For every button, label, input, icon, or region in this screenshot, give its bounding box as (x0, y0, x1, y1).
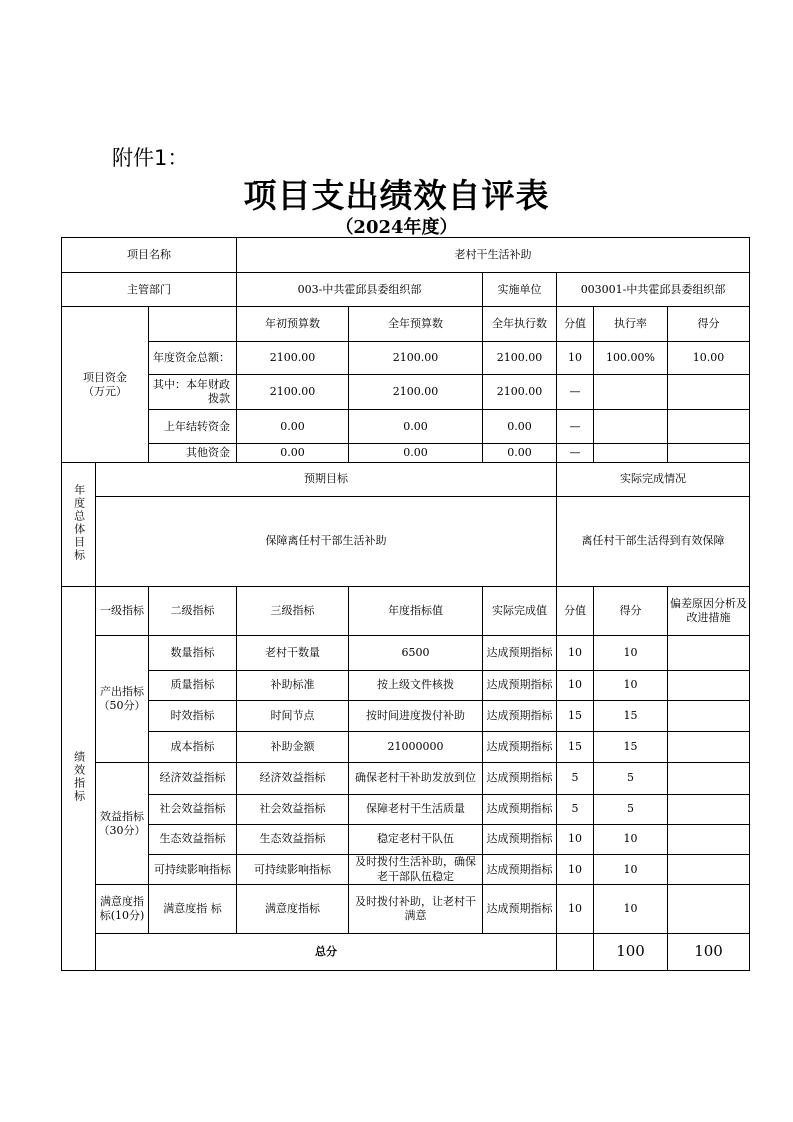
perf-score: 10 (594, 885, 668, 933)
dept-value: 003-中共霍邱县委组织部 (237, 273, 483, 307)
funds-row-score-value: — (557, 444, 594, 463)
goals-label-cell (62, 463, 96, 587)
funds-label-line1: 项目资金 (83, 370, 127, 384)
perf-annual: 21000000 (349, 732, 483, 763)
perf-score-value: 15 (557, 732, 594, 763)
perf-header-l3: 三级指标 (237, 587, 349, 635)
perf-deviation (668, 635, 750, 670)
perf-score: 15 (594, 701, 668, 732)
perf-deviation (668, 670, 750, 700)
perf-l3: 可持续影响指标 (237, 855, 349, 885)
funds-row-exec-rate (594, 444, 668, 463)
perf-l3: 生态效益指标 (237, 824, 349, 854)
perf-l3: 满意度指标 (237, 885, 349, 933)
funds-row-score-value: — (557, 410, 594, 444)
perf-header-deviation: 偏差原因分析及改进措施 (668, 587, 750, 635)
perf-header-annual: 年度指标值 (349, 587, 483, 635)
goals-actual-value: 离任村干部生活得到有效保障 (557, 496, 750, 587)
perf-l2: 满意度指 标 (149, 885, 237, 933)
funds-row-exec-rate (594, 374, 668, 409)
funds-row-exec-year: 0.00 (483, 444, 557, 463)
funds-row-exec-year: 2100.00 (483, 374, 557, 409)
goals-label: 年度总体目标 (72, 483, 86, 562)
attachment-label: 附件1： (112, 146, 189, 170)
funds-row-budget-start: 0.00 (237, 444, 349, 463)
perf-header-score-value: 分值 (557, 587, 594, 635)
funds-row-score: 10.00 (668, 341, 750, 374)
perf-score-value: 10 (557, 635, 594, 670)
perf-l2: 数量指标 (149, 635, 237, 670)
perf-score: 5 (594, 794, 668, 824)
perf-actual: 达成预期指标 (483, 635, 557, 670)
perf-deviation (668, 885, 750, 933)
goals-actual-header: 实际完成情况 (557, 463, 750, 496)
perf-annual: 按上级文件核拨 (349, 670, 483, 700)
perf-actual: 达成预期指标 (483, 732, 557, 763)
perf-actual: 达成预期指标 (483, 794, 557, 824)
impl-label: 实施单位 (483, 273, 557, 307)
goals-expected-value: 保障离任村干部生活补助 (96, 496, 557, 587)
funds-header-budget-year: 全年预算数 (349, 307, 483, 341)
funds-row-score-value: — (557, 374, 594, 409)
funds-row-exec-year: 0.00 (483, 410, 557, 444)
funds-row-budget-year: 2100.00 (349, 374, 483, 409)
total-blank (557, 933, 594, 970)
perf-label: 绩效指标 (72, 750, 86, 803)
funds-row-label: 其他资金 (149, 444, 237, 463)
impl-value: 003001-中共霍邱县委组织部 (557, 273, 750, 307)
funds-row-budget-start: 0.00 (237, 410, 349, 444)
perf-l2: 生态效益指标 (149, 824, 237, 854)
funds-row-exec-rate (594, 410, 668, 444)
perf-deviation (668, 824, 750, 854)
perf-deviation (668, 701, 750, 732)
funds-row-budget-start: 2100.00 (237, 341, 349, 374)
funds-row-budget-year: 2100.00 (349, 341, 483, 374)
perf-annual: 6500 (349, 635, 483, 670)
perf-label-cell (62, 587, 96, 971)
perf-l1-satisfaction: 满意度指标(10分) (96, 885, 149, 933)
perf-l3: 补助金额 (237, 732, 349, 763)
funds-row-label: 其中：本年财政拨款 (149, 374, 237, 409)
perf-annual: 按时间进度拨付补助 (349, 701, 483, 732)
funds-header-exec-rate: 执行率 (594, 307, 668, 341)
total-label: 总分 (96, 933, 557, 970)
funds-row-score-value: 10 (557, 341, 594, 374)
dept-label: 主管部门 (62, 273, 237, 307)
funds-row-exec-rate: 100.00% (594, 341, 668, 374)
funds-header-blank (149, 307, 237, 341)
funds-row-score (668, 410, 750, 444)
perf-score: 10 (594, 824, 668, 854)
perf-actual: 达成预期指标 (483, 763, 557, 794)
perf-l3: 经济效益指标 (237, 763, 349, 794)
perf-l2: 社会效益指标 (149, 794, 237, 824)
funds-row-score (668, 374, 750, 409)
perf-score-value: 5 (557, 794, 594, 824)
perf-l2: 质量指标 (149, 670, 237, 700)
perf-l3: 时间节点 (237, 701, 349, 732)
funds-row-label: 年度资金总额： (149, 341, 237, 374)
perf-l3: 社会效益指标 (237, 794, 349, 824)
perf-l3: 老村干数量 (237, 635, 349, 670)
perf-score-value: 10 (557, 855, 594, 885)
page-title: 项目支出绩效自评表 (243, 176, 550, 215)
perf-score-value: 10 (557, 824, 594, 854)
funds-header-score: 得分 (668, 307, 750, 341)
perf-l2: 可持续影响指标 (149, 855, 237, 885)
perf-annual: 确保老村干补助发放到位 (349, 763, 483, 794)
perf-l2: 经济效益指标 (149, 763, 237, 794)
funds-header-exec-year: 全年执行数 (483, 307, 557, 341)
perf-score-value: 15 (557, 701, 594, 732)
perf-actual: 达成预期指标 (483, 670, 557, 700)
funds-header-budget-start: 年初预算数 (237, 307, 349, 341)
perf-deviation (668, 763, 750, 794)
perf-annual: 及时拨付生活补助，确保老干部队伍稳定 (349, 855, 483, 885)
perf-score: 5 (594, 763, 668, 794)
perf-actual: 达成预期指标 (483, 885, 557, 933)
perf-actual: 达成预期指标 (483, 701, 557, 732)
goals-expected-header: 预期目标 (96, 463, 557, 496)
project-name-label: 项目名称 (62, 238, 237, 273)
funds-row-label: 上年结转资金 (149, 410, 237, 444)
perf-header-score: 得分 (594, 587, 668, 635)
perf-deviation (668, 855, 750, 885)
perf-actual: 达成预期指标 (483, 855, 557, 885)
funds-row-exec-year: 2100.00 (483, 341, 557, 374)
perf-l1-output: 产出指标（50分） (96, 635, 149, 763)
perf-l1-benefit: 效益指标（30分） (96, 763, 149, 885)
perf-header-actual: 实际完成值 (483, 587, 557, 635)
perf-annual: 稳定老村干队伍 (349, 824, 483, 854)
perf-annual: 及时拨付补助，让老村干满意 (349, 885, 483, 933)
funds-row-score (668, 444, 750, 463)
perf-l2: 时效指标 (149, 701, 237, 732)
project-name-value: 老村干生活补助 (237, 238, 750, 273)
perf-score-value: 5 (557, 763, 594, 794)
funds-header-score-value: 分值 (557, 307, 594, 341)
perf-l3: 补助标准 (237, 670, 349, 700)
total-score: 100 (668, 933, 750, 970)
funds-row-budget-year: 0.00 (349, 410, 483, 444)
year-label: （2024年度） (335, 217, 458, 238)
total-score-value: 100 (594, 933, 668, 970)
perf-score-value: 10 (557, 885, 594, 933)
perf-deviation (668, 732, 750, 763)
perf-score: 10 (594, 670, 668, 700)
perf-header-l2: 二级指标 (149, 587, 237, 635)
perf-deviation (668, 794, 750, 824)
perf-actual: 达成预期指标 (483, 824, 557, 854)
funds-row-budget-start: 2100.00 (237, 374, 349, 409)
perf-score: 10 (594, 855, 668, 885)
perf-header-l1: 一级指标 (96, 587, 149, 635)
self-evaluation-table (61, 237, 750, 971)
funds-label (62, 307, 149, 463)
perf-score: 10 (594, 635, 668, 670)
perf-l2: 成本指标 (149, 732, 237, 763)
funds-row-budget-year: 0.00 (349, 444, 483, 463)
perf-score-value: 10 (557, 670, 594, 700)
funds-label-line2: （万元） (83, 384, 127, 398)
perf-score: 15 (594, 732, 668, 763)
perf-annual: 保障老村干生活质量 (349, 794, 483, 824)
